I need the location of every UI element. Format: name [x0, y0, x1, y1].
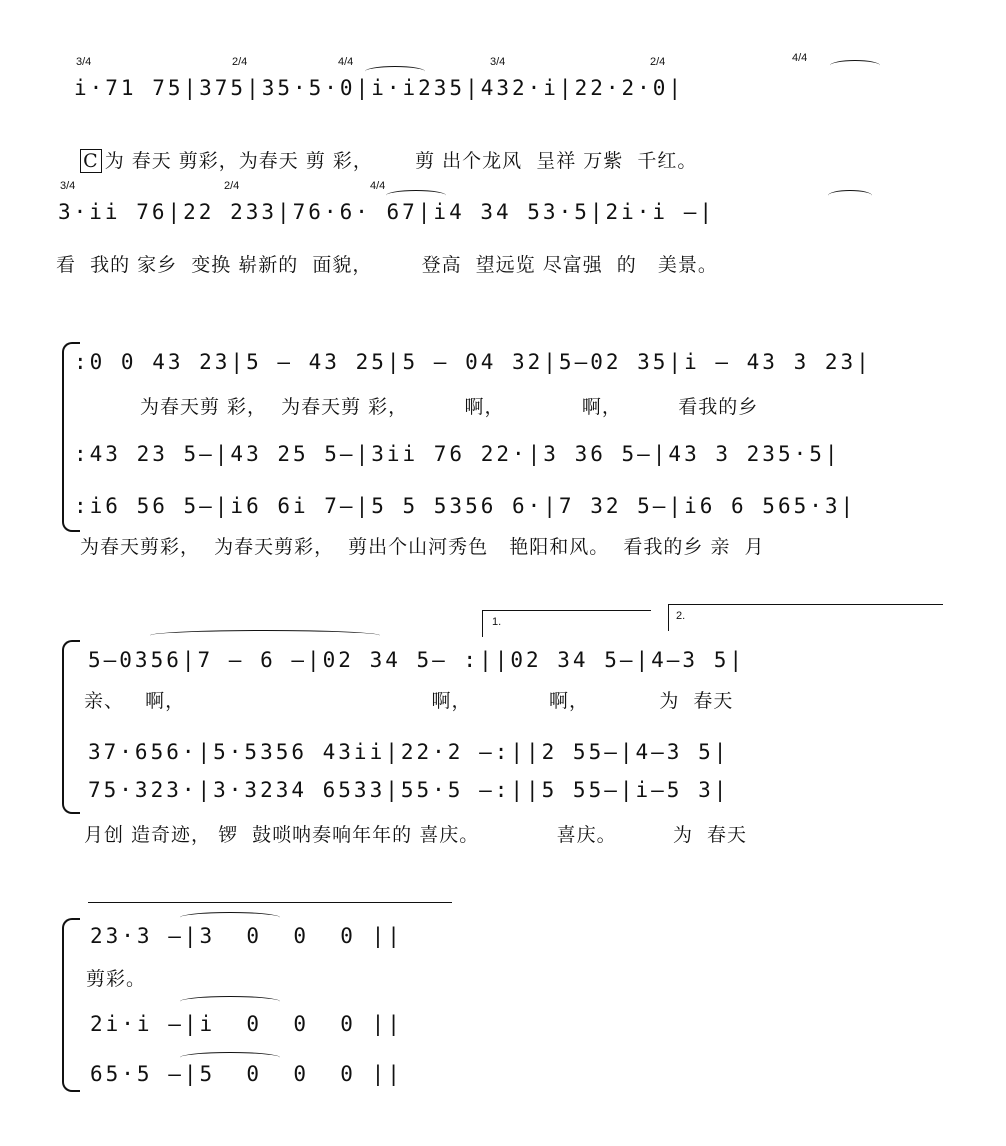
meter-mark: 3/4	[60, 180, 76, 192]
system-brace	[62, 918, 80, 1092]
meter-mark: 4/4	[338, 56, 354, 68]
lyric-line: 剪彩。	[86, 968, 147, 990]
meter-mark: 4/4	[370, 180, 386, 192]
voice-2-line: 37·656·|5·5356 43ii|22·2 —:||2 55—|4—3 5|	[88, 740, 730, 764]
slur-mark	[386, 190, 446, 201]
lyric-line: 看 我的 家乡 变换 崭新的 面貌， 登高 望远览 尽富强 的 美景。	[56, 254, 718, 276]
meter-mark: 2/4	[650, 56, 666, 68]
volta-label: 2.	[676, 610, 686, 622]
voice-3-line: 75·323·|3·3234 6533|55·5 —:||5 55—|i—5 3|	[88, 778, 730, 802]
slur-mark	[828, 190, 872, 201]
lyric-text: 为 春天 剪彩，为春天 剪 彩， 剪 出个龙风 呈祥 万紫 千红。	[104, 150, 698, 172]
lyric-line: 月创 造奇迹， 锣 鼓唢呐奏响年年的 喜庆。 喜庆。 为 春天	[84, 824, 748, 846]
voice-3-line: 65·5 —|5 0 0 0 ||	[90, 1062, 403, 1086]
volta-label: 1.	[492, 616, 502, 628]
rehearsal-mark: C	[80, 149, 102, 173]
voice-2-line: 2i·i —|i 0 0 0 ||	[90, 1012, 403, 1036]
system-top-line	[88, 902, 452, 903]
voice-2-line: :43 23 5—|43 25 5—|3ii 76 22·|3 36 5—|43 3 235·5|	[74, 442, 841, 466]
slur-mark	[830, 60, 880, 71]
meter-mark: 3/4	[490, 56, 506, 68]
slur-mark	[150, 630, 380, 641]
melody-line: i·71 75|375|35·5·0|i·i235|432·i|22·2·0|	[74, 76, 685, 100]
voice-1-line: 5—0356|7 — 6 —|02 34 5— :||02 34 5—|4—3 5|	[88, 648, 746, 672]
meter-mark: 2/4	[232, 56, 248, 68]
lyric-line: 为春天剪彩， 为春天剪彩， 剪出个山河秀色 艳阳和风。 看我的乡 亲 月	[80, 536, 765, 558]
melody-line: 3·ii 76|22 233|76·6· 67|i4 34 53·5|2i·i —|	[58, 200, 716, 224]
voice-1-line: :0 0 43 23|5 — 43 25|5 — 04 32|5—02 35|i — 43 3 23|	[74, 350, 872, 374]
lyric-line: 为春天剪 彩， 为春天剪 彩， 啊， 啊， 看我的乡	[140, 396, 759, 418]
system-brace	[62, 640, 80, 814]
slur-mark	[180, 996, 280, 1007]
meter-mark: 4/4	[792, 52, 808, 64]
voice-3-line: :i6 56 5—|i6 6i 7—|5 5 5356 6·|7 32 5—|i6 6 565·3|	[74, 494, 857, 518]
voice-1-line: 23·3 —|3 0 0 0 ||	[90, 924, 403, 948]
lyric-line: 亲、 啊， 啊， 啊， 为 春天	[84, 690, 734, 712]
volta-bracket-2	[668, 604, 943, 631]
meter-mark: 3/4	[76, 56, 92, 68]
volta-bracket-1	[482, 610, 651, 637]
meter-mark: 2/4	[224, 180, 240, 192]
slur-mark	[365, 66, 425, 77]
